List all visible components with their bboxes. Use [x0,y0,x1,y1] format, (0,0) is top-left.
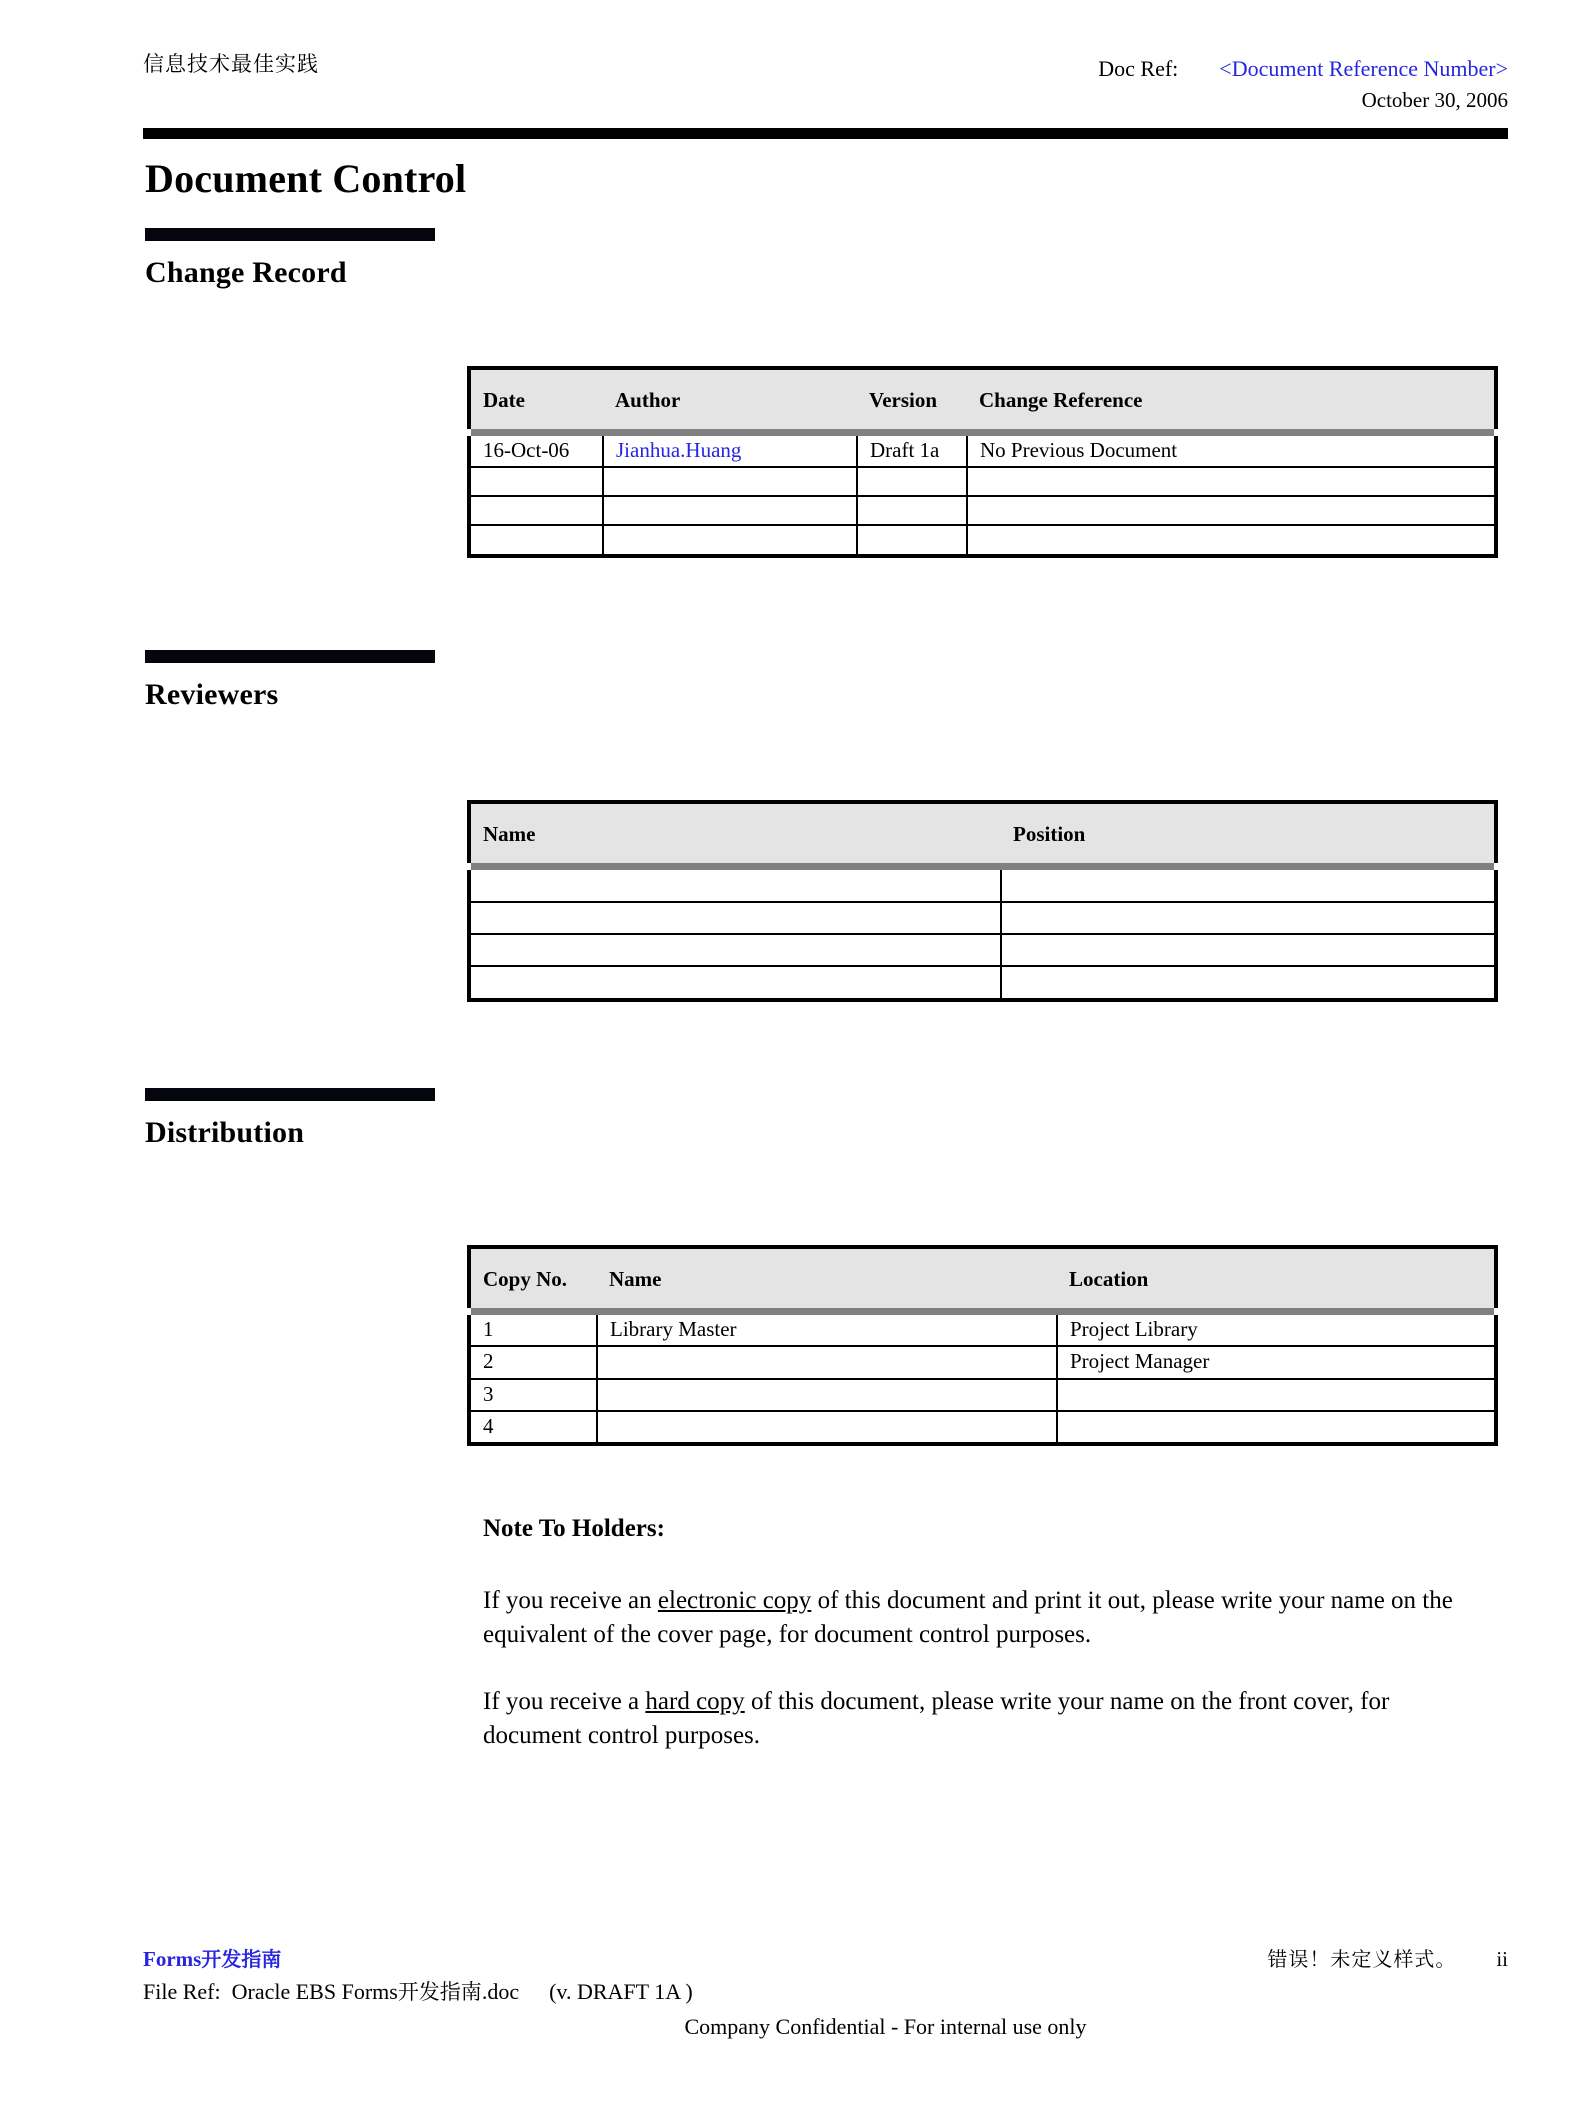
cell-version: Draft 1a [857,436,967,467]
cell-copy-no: 4 [471,1411,597,1442]
footer-file-reference [143,1976,1508,2006]
footer-brand-en: Forms [143,1947,202,1971]
distribution-table [467,1245,1498,1446]
docref-label: Doc Ref: [1098,56,1179,81]
table-row [471,902,1494,934]
cell-position [1001,902,1494,934]
reviewers-heading: Reviewers [145,678,279,711]
footer-confidential-notice: Company Confidential - For internal use only [684,2014,1087,2039]
footer-page-number: ii [1496,1947,1508,1971]
docref-value: <Document Reference Number> [1219,56,1508,81]
table-row [471,966,1494,998]
cell-name: Library Master [597,1315,1057,1346]
table-row [471,525,1494,554]
cell-change-reference [967,496,1494,525]
change-record-heading: Change Record [145,256,347,289]
header-date: October 30, 2006 [1361,88,1508,112]
footer-right-block [1267,1943,1508,1972]
column-header-position: Position [1001,804,1494,863]
column-header-version: Version [857,370,967,429]
cell-date [471,496,603,525]
column-header-location: Location [1057,1249,1494,1308]
cell-change-reference [967,525,1494,554]
note-p1-underline: electronic copy [657,1587,812,1614]
cell-change-reference: No Previous Document [967,436,1494,467]
cell-author: Jianhua.Huang [603,436,857,467]
cell-position [1001,966,1494,998]
cell-name [471,934,1001,966]
cell-date [471,525,603,554]
cell-date [471,467,603,496]
table-row [471,1411,1494,1442]
table-row [471,496,1494,525]
reviewers-table-body [467,870,1498,1002]
table-row [471,436,1494,467]
cell-author [603,525,857,554]
footer-brand [143,1943,281,1972]
note-paragraph-hardcopy [483,1685,1493,1753]
table-header-row [471,804,1494,863]
header-left-text: 信息技术最佳实践 [143,52,319,76]
footer-brand-cn: 开发指南 [201,1947,282,1971]
column-header-copy-no: Copy No. [471,1249,597,1308]
cell-position [1001,934,1494,966]
cell-name [597,1346,1057,1378]
table-row [471,1315,1494,1346]
column-header-name: Name [597,1249,1057,1308]
note-to-holders-title: Note To Holders: [483,1515,665,1542]
cell-name [597,1411,1057,1442]
table-row [471,870,1494,902]
cell-version [857,525,967,554]
page-footer [143,1943,1508,2040]
cell-name [597,1379,1057,1411]
change-record-header-shadow [471,429,1494,436]
cell-author [603,496,857,525]
note-p1-before: If you receive an [483,1587,658,1614]
footer-fileref-version: (v. DRAFT 1A ) [549,1979,693,2004]
table-row [471,1346,1494,1378]
note-to-holders-block [483,1512,1493,1786]
table-header-row [471,1249,1494,1308]
cell-copy-no: 3 [471,1379,597,1411]
column-header-change-reference: Change Reference [967,370,1494,429]
page-title: Document Control [145,156,467,201]
footer-fileref-name-cn: 开发指南 [397,1980,482,2004]
header-right-block [1098,52,1508,117]
note-p2-before: If you receive a [483,1688,646,1715]
note-p1-after: of this document and print it out, please write your name on the equivalent of the cover page, for document control purposes. [483,1587,1453,1648]
cell-version [857,496,967,525]
cell-copy-no: 2 [471,1346,597,1378]
distribution-table-body [467,1315,1498,1446]
table-row [471,1379,1494,1411]
column-header-date: Date [471,370,603,429]
footer-fileref-name-en: Oracle EBS Forms [231,1979,398,2004]
note-paragraph-electronic [483,1584,1493,1652]
cell-author [603,467,857,496]
note-p2-after: of this document, please write your name on the front cover, for document control purposes. [483,1688,1390,1749]
title-rule [143,128,1508,139]
cell-date: 16-Oct-06 [471,436,603,467]
page-header [143,52,1508,117]
footer-top-row [143,1943,1508,1972]
cell-name [471,966,1001,998]
footer-style-error: 错误！未定义样式。 [1267,1947,1457,1971]
table-row [471,934,1494,966]
change-record-table-body [467,436,1498,558]
reviewers-rule [145,650,435,663]
reviewers-table-header [467,800,1498,863]
column-header-author: Author [603,370,857,429]
cell-location [1057,1379,1494,1411]
change-record-rule [145,228,435,241]
cell-version [857,467,967,496]
reviewers-table [467,800,1498,1002]
cell-name [471,902,1001,934]
cell-position [1001,870,1494,902]
footer-fileref-label: File Ref: [143,1979,221,2004]
change-record-table-header [467,366,1498,429]
distribution-header-shadow [471,1308,1494,1315]
footer-fileref-ext: .doc [481,1979,520,2004]
cell-copy-no: 1 [471,1315,597,1346]
change-record-table [467,366,1498,558]
distribution-heading: Distribution [145,1116,305,1149]
cell-location: Project Manager [1057,1346,1494,1378]
cell-change-reference [967,467,1494,496]
table-row [471,467,1494,496]
table-header-row [471,370,1494,429]
distribution-table-header [467,1245,1498,1308]
reviewers-header-shadow [471,863,1494,870]
note-p2-underline: hard copy [645,1688,745,1715]
cell-name [471,870,1001,902]
distribution-rule [145,1088,435,1101]
column-header-name: Name [471,804,1001,863]
cell-location [1057,1411,1494,1442]
cell-location: Project Library [1057,1315,1494,1346]
